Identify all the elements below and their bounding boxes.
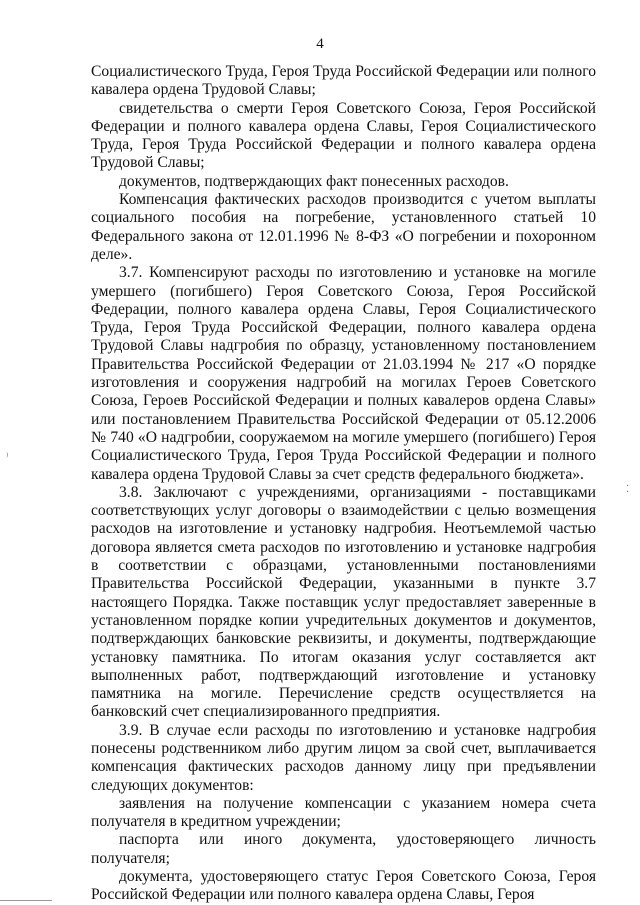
- paragraph-3-8: 3.8. Заключают с учреждениями, организациями - поставщиками соответствующих услуг договоры о взаимодействии с целью возмещения расходов на изготовление и установку надгробия. Неотъемлемой частью договора является смета расходов по изготовлению и установке надгробия в соответствии с образцами, установленными постановлениями Правительства Российской Федерации, указанными в пункте 3.7 настоящего Порядка. Также поставщик услуг предоставляет заверенные в установленном порядке копии учредительных документов и документов, подтверждающих банковские реквизиты, и документы, подтверждающие установку памятника. По итогам оказания услуг составляется акт выполненных работ, подтверждающий изготовление и установку памятника на могиле. Перечисление средств осуществляется на банковский счет специализированного предприятия.: [91, 483, 596, 721]
- paragraph-passport-item: паспорта или иного документа, удостоверяющего личность получателя;: [91, 831, 596, 867]
- paragraph-3-9: 3.9. В случае если расходы по изготовлению и установке надгробия понесены родственником либо другим лицом за свой счет, выплачивается компенсация фактических расходов данному лицу при предъявлении следующих документов:: [91, 721, 596, 794]
- document-body: [91, 63, 596, 905]
- paragraph-death-certificate-item: свидетельства о смерти Героя Советского Союза, Героя Российской Федерации и полного кавалера ордена Славы, Героя Социалистического Труда, Героя Труда Российской Федерации и полного кавалера ордена Трудовой Славы;: [91, 99, 596, 172]
- scan-edge-line: [0, 900, 52, 901]
- scan-margin-mark-right: ⁚: [626, 484, 630, 495]
- paragraph-expense-documents-item: документов, подтверждающих факт понесенных расходов.: [119, 172, 509, 190]
- paragraph-application-item: заявления на получение компенсации с указанием номера счета получателя в кредитном учреждении;: [91, 794, 596, 831]
- paragraph-status-document-item: документа, удостоверяющего статус Героя Советского Союза, Героя Российской Федерации или полного кавалера ордена Славы, Героя: [91, 868, 596, 904]
- paragraph-continuation: Социалистического Труда, Героя Труда Российской Федерации или полного кавалера ордена Трудовой Славы;: [91, 63, 596, 99]
- scan-margin-mark-left: ⁾: [6, 452, 9, 463]
- paragraph-compensation-note: Компенсация фактических расходов производится с учетом выплаты социального пособия на погребение, установленного статьей 10 Федерального закона от 12.01.1996 № 8-ФЗ «О погребении и похоронном деле».: [91, 191, 596, 263]
- paragraph-3-7: 3.7. Компенсируют расходы по изготовлению и установке на могиле умершего (погибшего) Героя Советского Союза, Героя Российской Федерации, полного кавалера ордена Славы, Героя Социалистического Труда, Героя Труда Российской Федерации, полного кавалера ордена Трудовой Славы надгробия по образцу, установленному постановлением Правительства Российской Федерации от 21.03.1994 № 217 «О порядке изготовления и сооружения надгробий на могилах Героев Советского Союза, Героев Российской Федерации и полных кавалеров ордена Славы» или постановлением Правительства Российской Федерации от 05.12.2006 № 740 «О надгробии, сооружаемом на могиле умершего (погибшего) Героя Социалистического Труда, Героя Труда Российской Федерации и полного кавалера ордена Трудовой Славы за счет средств федерального бюджета».: [91, 264, 596, 483]
- page-number: 4: [316, 36, 324, 52]
